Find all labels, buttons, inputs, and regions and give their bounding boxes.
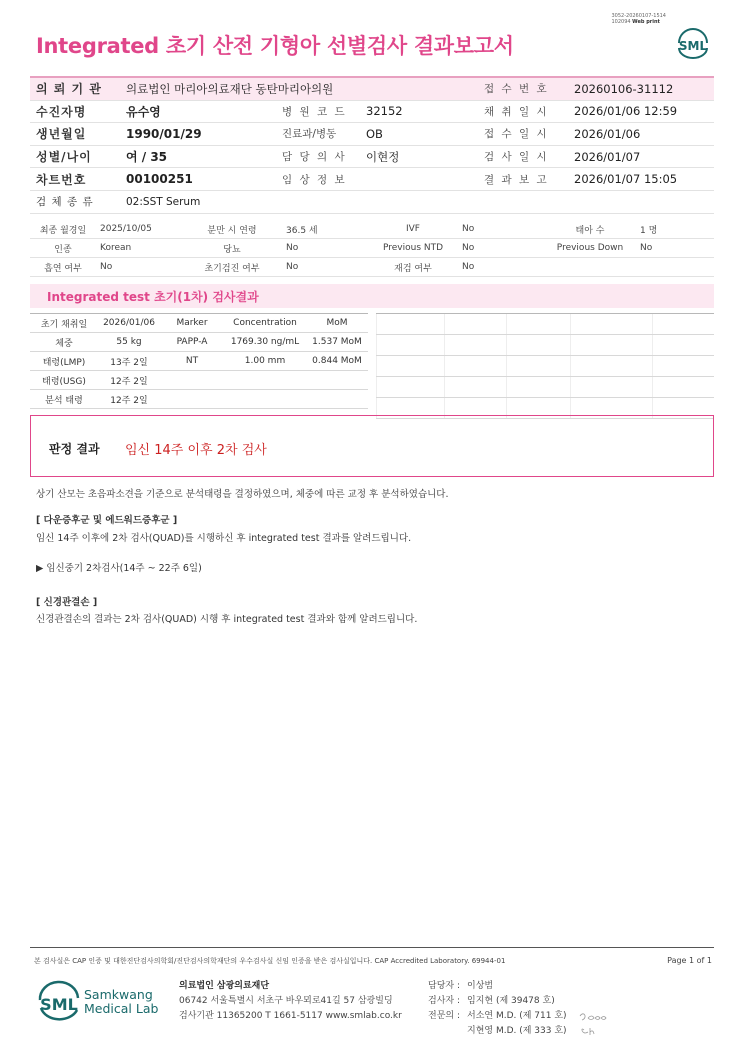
label-patient-name: 수진자명	[30, 100, 120, 123]
label-doctor: 담 당 의 사	[276, 145, 360, 168]
info-cell: Previous Down	[544, 239, 636, 258]
table-row	[377, 335, 715, 356]
results-table	[30, 313, 368, 409]
verdict-box	[30, 415, 714, 477]
page-number: Page 1 of 1	[667, 956, 712, 965]
label-chart-no: 차트번호	[30, 168, 120, 191]
signature-icon	[576, 1008, 610, 1038]
result-cell: 55 kg	[98, 333, 160, 352]
value-hospital-code: 32152	[360, 100, 478, 123]
value-sex-age: 여 / 35	[120, 145, 276, 168]
label-receipt-no: 접 수 번 호	[478, 77, 568, 100]
report-title: Integrated 초기 산전 기형아 선별검사 결과보고서	[36, 34, 514, 58]
info-cell: 재검 여부	[368, 258, 458, 277]
footer-certification: 본 검사실은 CAP 인증 및 대한진단검사의학회/진단검사의학재단의 우수검사실 신임 인증을 받은 검사실입니다. CAP Accredited Laboratory. 69944-01	[34, 957, 506, 965]
result-cell: MoM	[306, 314, 368, 333]
value-report-time: 2026/01/07 15:05	[568, 168, 714, 191]
print-code	[611, 13, 666, 25]
empty-results-grid	[376, 313, 714, 419]
result-cell	[306, 390, 368, 409]
staff-values	[467, 979, 567, 1039]
table-row	[377, 356, 715, 377]
value-specimen: 02:SST Serum	[120, 190, 714, 213]
result-cell: 1.00 mm	[224, 352, 306, 371]
sml-logo-icon	[676, 26, 710, 60]
value-birth-date: 1990/01/29	[120, 123, 276, 146]
result-cell	[160, 371, 224, 390]
info-cell: 36.5 세	[282, 220, 368, 239]
table-row	[30, 371, 368, 390]
value-requester: 의료법인 마리아의료재단 동탄마리아의원	[120, 77, 478, 100]
lab-name-line2: Medical Lab	[84, 1001, 159, 1016]
value-doctor: 이현정	[360, 145, 478, 168]
table-row	[30, 314, 368, 333]
lab-name-line1: Samkwang	[84, 987, 153, 1002]
result-cell: Marker	[160, 314, 224, 333]
lab-address: 06742 서울특별시 서초구 바우뫼로41길 57 삼광빌딩	[179, 996, 393, 1006]
info-cell: No	[636, 239, 714, 258]
info-cell	[544, 258, 636, 277]
result-cell: Concentration	[224, 314, 306, 333]
info-cell: Korean	[96, 239, 182, 258]
value-clinical-info	[360, 168, 478, 191]
table-row	[377, 314, 715, 335]
note-down-title: [ 다운증후군 및 에드워드증후군 ]	[36, 515, 178, 526]
info-cell: 흡연 여부	[30, 258, 96, 277]
value-receipt-no: 20260106-31112	[568, 77, 714, 100]
print-code-line2: 102094	[611, 19, 631, 25]
info-cell: 최종 월경일	[30, 220, 96, 239]
staff-label-manager: 담당자 :	[428, 981, 460, 991]
info-cell: 분만 시 연령	[182, 220, 282, 239]
table-row	[377, 377, 715, 398]
note-neural-title: [ 신경관결손 ]	[36, 597, 98, 608]
result-cell: 2026/01/06	[98, 314, 160, 333]
result-cell	[224, 371, 306, 390]
info-cell: No	[458, 239, 544, 258]
result-cell: 12주 2일	[98, 390, 160, 409]
result-cell	[224, 390, 306, 409]
web-print-label: Web print	[632, 19, 660, 25]
table-row	[30, 239, 714, 258]
result-cell: 13주 2일	[98, 352, 160, 371]
label-collection-time: 채 취 일 시	[478, 100, 568, 123]
label-clinical-info: 임 상 정 보	[276, 168, 360, 191]
value-patient-name: 유수영	[120, 100, 276, 123]
info-cell: 태아 수	[544, 220, 636, 239]
info-cell: No	[96, 258, 182, 277]
label-sex-age: 성별/나이	[30, 145, 120, 168]
staff-label-tester: 검사자 :	[428, 996, 460, 1006]
patient-info-table	[30, 76, 714, 214]
print-code-line1: 3052-20260107-1514	[611, 13, 666, 19]
maternal-info-table	[30, 220, 714, 277]
info-cell: No	[458, 258, 544, 277]
value-collection-time: 2026/01/06 12:59	[568, 100, 714, 123]
value-chart-no: 00100251	[120, 168, 276, 191]
result-cell	[160, 390, 224, 409]
value-department: OB	[360, 123, 478, 146]
table-row	[30, 258, 714, 277]
info-cell: IVF	[368, 220, 458, 239]
label-report-time: 결 과 보 고	[478, 168, 568, 191]
result-cell: 분석 태령	[30, 390, 98, 409]
result-cell: 1.537 MoM	[306, 333, 368, 352]
note-neural-text: 신경관결손의 결과는 2차 검사(QUAD) 시행 후 integrated test 결과와 함께 알려드립니다.	[36, 614, 418, 625]
result-cell: 12주 2일	[98, 371, 160, 390]
staff-labels	[428, 979, 460, 1024]
table-row	[30, 190, 714, 213]
info-cell: 2025/10/05	[96, 220, 182, 239]
note-analysis: 상기 산모는 초음파소견을 기준으로 분석태령을 결정하였으며, 체중에 따른 교정 후 분석하였습니다.	[36, 489, 449, 500]
lab-contact: 검사기관 11365200 T 1661-5117 www.smlab.co.kr	[179, 1011, 402, 1021]
table-row	[30, 352, 368, 371]
label-hospital-code: 병 원 코 드	[276, 100, 360, 123]
result-cell: 체중	[30, 333, 98, 352]
table-row	[30, 145, 714, 168]
table-row	[30, 100, 714, 123]
value-receipt-time: 2026/01/06	[568, 123, 714, 146]
info-cell: No	[282, 239, 368, 258]
staff-manager: 이상범	[467, 981, 494, 991]
staff-specialist-1: 서소연 M.D. (제 711 호)	[467, 1011, 567, 1021]
table-row	[30, 220, 714, 239]
value-test-date: 2026/01/07	[568, 145, 714, 168]
result-cell	[306, 371, 368, 390]
sml-logo-text: SML	[678, 39, 708, 53]
footer-divider	[30, 947, 714, 948]
lab-org: 의료법인 삼광의료재단	[179, 981, 270, 991]
staff-specialist-2: 지현영 M.D. (제 333 호)	[467, 1026, 567, 1036]
label-specimen: 검 체 종 류	[30, 190, 120, 213]
info-cell: 1 명	[636, 220, 714, 239]
section-title: Integrated test 초기(1차) 검사결과	[47, 290, 259, 304]
result-cell: 초기 채취일	[30, 314, 98, 333]
result-cell: 태령(USG)	[30, 371, 98, 390]
label-receipt-time: 접 수 일 시	[478, 123, 568, 146]
section-header	[30, 284, 714, 308]
label-birth-date: 생년월일	[30, 123, 120, 146]
note-down-text: 임신 14주 이후에 2차 검사(QUAD)를 시행하신 후 integrated test 결과를 알려드립니다.	[36, 533, 412, 544]
result-cell: NT	[160, 352, 224, 371]
table-row	[30, 390, 368, 409]
lab-name	[84, 988, 158, 1016]
info-cell: 초기검진 여부	[182, 258, 282, 277]
staff-label-specialist: 전문의 :	[428, 1011, 460, 1021]
result-cell: 0.844 MoM	[306, 352, 368, 371]
info-cell: No	[282, 258, 368, 277]
note-second-trimester: ▶ 임신중기 2차검사(14주 ~ 22주 6일)	[36, 563, 202, 574]
info-cell: Previous NTD	[368, 239, 458, 258]
table-row	[30, 123, 714, 146]
info-cell: 당뇨	[182, 239, 282, 258]
label-requester: 의 뢰 기 관	[30, 77, 120, 100]
lab-address-block	[179, 979, 402, 1024]
result-cell: PAPP-A	[160, 333, 224, 352]
result-cell: 태령(LMP)	[30, 352, 98, 371]
label-department: 진료과/병동	[276, 123, 360, 146]
table-row	[30, 77, 714, 100]
samkwang-logo-text: SML	[40, 995, 78, 1014]
result-cell: 1769.30 ng/mL	[224, 333, 306, 352]
info-cell: No	[458, 220, 544, 239]
info-cell: 인종	[30, 239, 96, 258]
info-cell	[636, 258, 714, 277]
label-test-date: 검 사 일 시	[478, 145, 568, 168]
verdict-label: 판정 결과	[49, 442, 100, 456]
samkwang-logo-icon	[36, 980, 82, 1024]
staff-tester: 임지현 (제 39478 호)	[467, 996, 555, 1006]
table-row	[30, 168, 714, 191]
table-row	[30, 333, 368, 352]
verdict-value: 임신 14주 이후 2차 검사	[125, 443, 267, 458]
